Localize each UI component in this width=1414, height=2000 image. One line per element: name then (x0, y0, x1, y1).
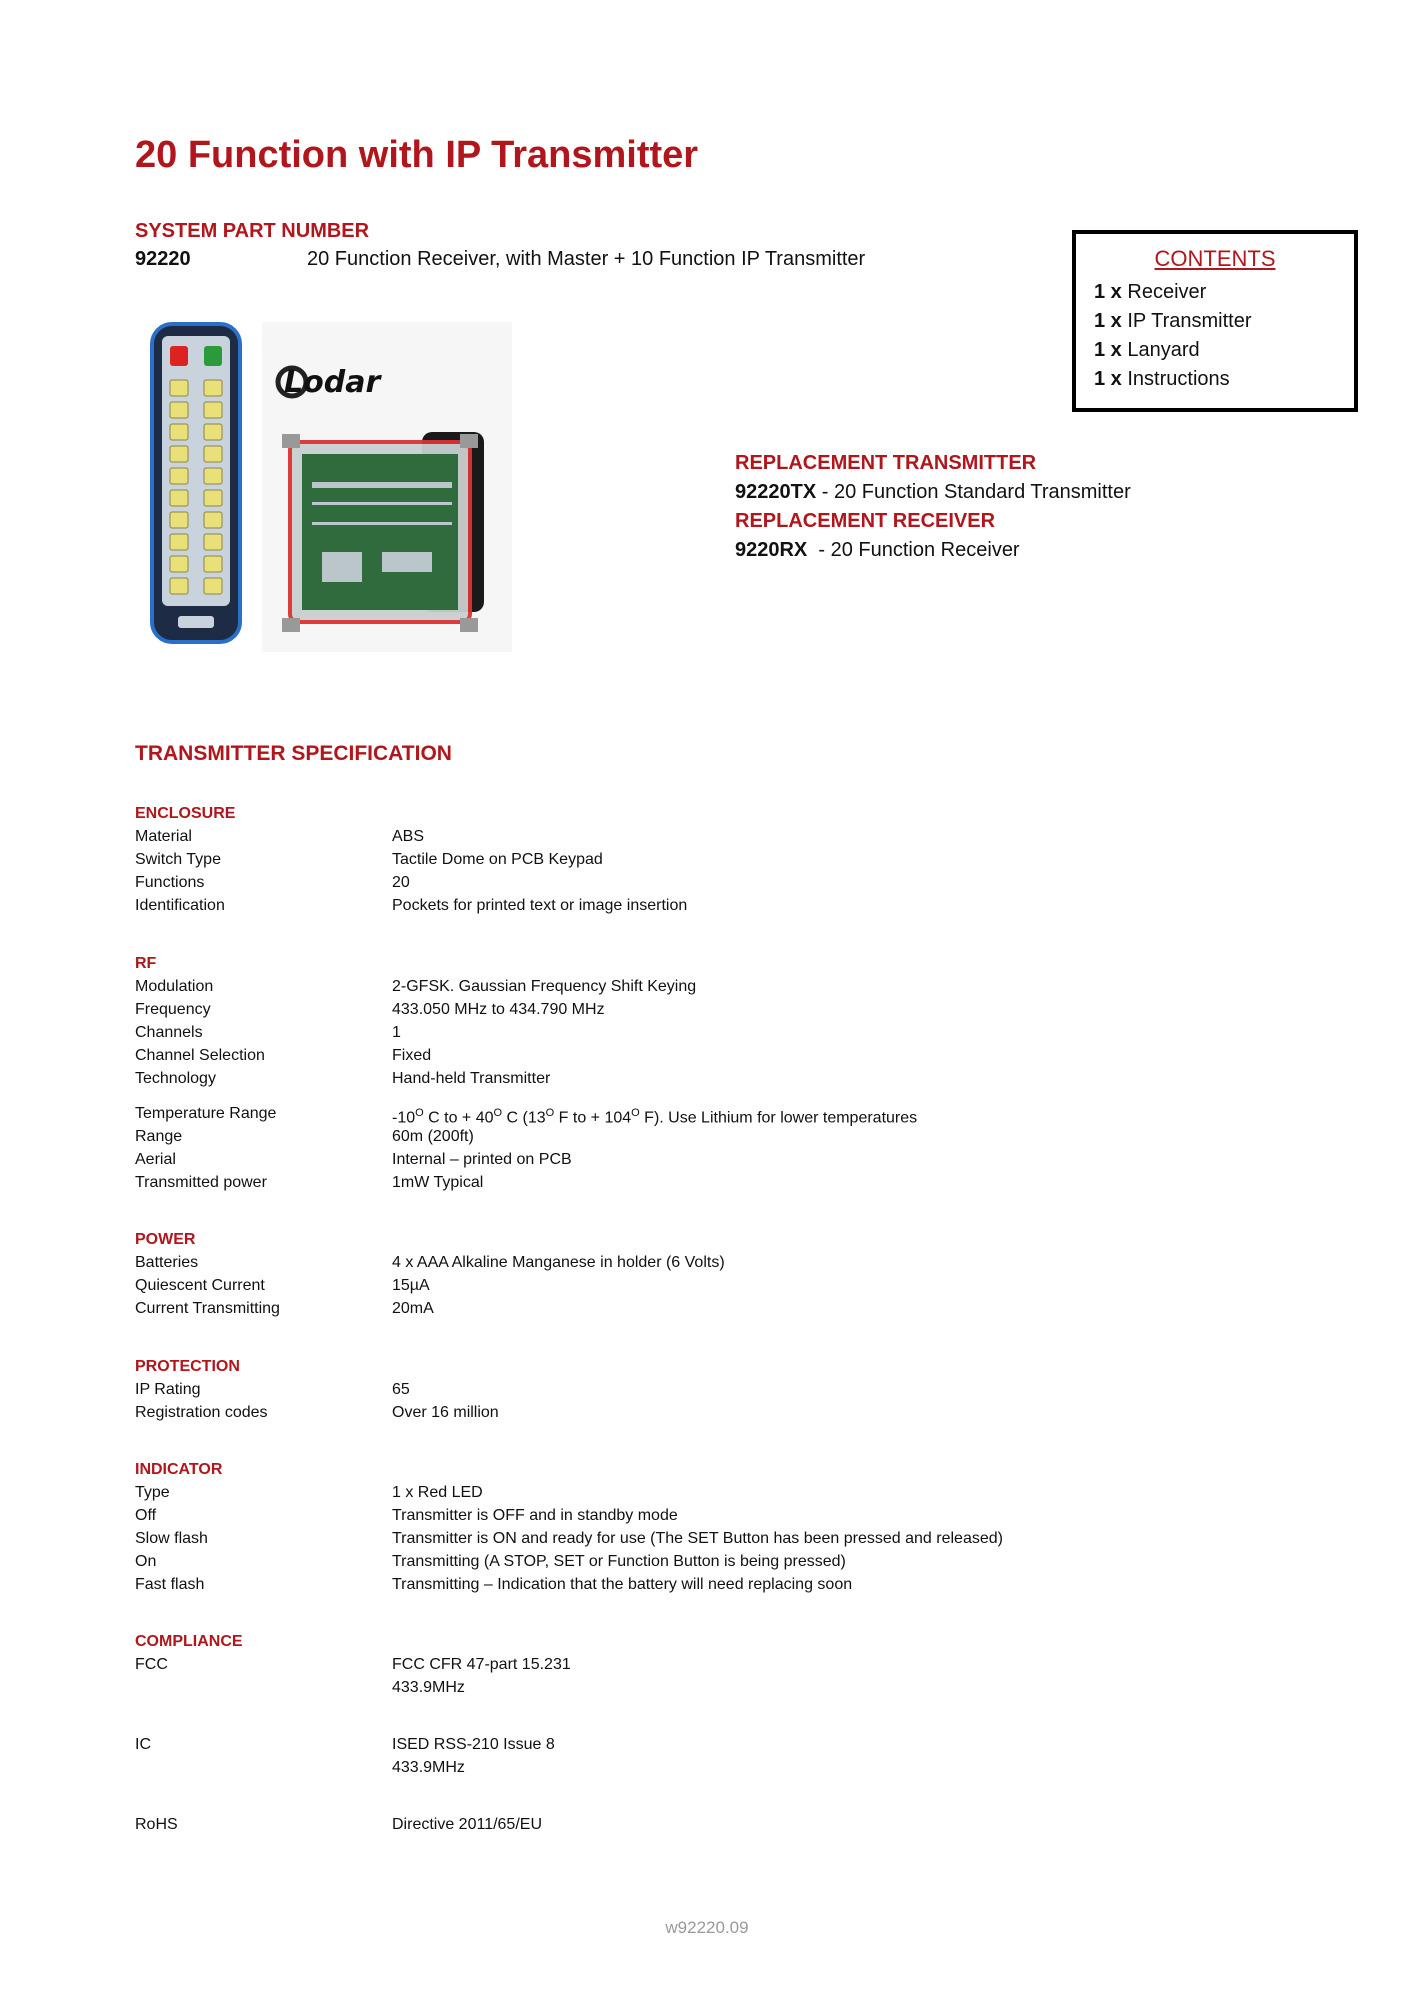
rf-section (135, 952, 1135, 1194)
system-part-number: 92220 (135, 248, 191, 270)
protection-section (135, 1355, 1135, 1424)
spec-row-ic: IC ISED RSS-210 Issue 8 433.9MHz (135, 1736, 555, 1776)
spec-row: Technology Hand-held Transmitter (135, 1070, 551, 1087)
contents-title: CONTENTS (1154, 246, 1276, 271)
spec-row: Channel Selection Fixed (135, 1047, 432, 1064)
system-part-description: 20 Function Receiver, with Master + 10 Function IP Transmitter (307, 248, 866, 270)
spec-row: Material ABS (135, 828, 425, 845)
spec-heading: TRANSMITTER SPECIFICATION (135, 742, 452, 765)
contents-item: 1 x Lanyard (1094, 339, 1200, 361)
spec-row: Quiescent Current 15µA (135, 1277, 430, 1294)
section-heading: POWER (135, 1231, 196, 1248)
spec-row-rohs: RoHS Directive 2011/65/EU (135, 1816, 542, 1833)
spec-row: Functions 20 (135, 874, 410, 891)
page-title: 20 Function with IP Transmitter (135, 134, 699, 176)
transmitter-image (150, 322, 242, 644)
replacement-transmitter-heading: REPLACEMENT TRANSMITTER (735, 452, 1037, 474)
spec-row: Range 60m (200ft) (135, 1128, 474, 1145)
spec-row-temperature: Temperature Range $-10^O$ C to + $40^O$ C ($13^O$ F to + $104^O$ F). Use Lithium for lower temperatures (135, 1105, 918, 1127)
spec-row: Off Transmitter is OFF and in standby mode (135, 1507, 678, 1524)
system-part-heading: SYSTEM PART NUMBER (135, 220, 370, 242)
spec-row: Channels 1 (135, 1024, 401, 1041)
section-heading: COMPLIANCE (135, 1633, 243, 1650)
replacement-receiver-heading: REPLACEMENT RECEIVER (735, 510, 996, 532)
spec-row: Aerial Internal – printed on PCB (135, 1151, 572, 1168)
spec-row: IP Rating 65 (135, 1381, 410, 1398)
spec-row: Fast flash Transmitting – Indication that the battery will need replacing soon (135, 1576, 853, 1593)
spec-row: Modulation 2-GFSK. Gaussian Frequency Shift Keying (135, 978, 697, 995)
spec-row: Batteries 4 x AAA Alkaline Manganese in holder (6 Volts) (135, 1254, 725, 1271)
spec-row: Frequency 433.050 MHz to 434.790 MHz (135, 1001, 605, 1018)
contents-box (1072, 230, 1358, 412)
contents-item: 1 x Receiver (1094, 281, 1207, 303)
spec-row: Type 1 x Red LED (135, 1484, 483, 1501)
spec-row: Registration codes Over 16 million (135, 1404, 499, 1421)
contents-item: 1 x IP Transmitter (1094, 310, 1252, 332)
spec-row: Slow flash Transmitter is ON and ready for use (The SET Button has been pressed and released) (135, 1530, 1003, 1547)
spec-row: Current Transmitting 20mA (135, 1300, 434, 1317)
power-section (135, 1228, 1135, 1320)
spec-row: Switch Type Tactile Dome on PCB Keypad (135, 851, 603, 868)
contents-item: 1 x Instructions (1094, 368, 1230, 390)
enclosure-section (135, 802, 1135, 917)
compliance-section (135, 1630, 1135, 1836)
section-heading: RF (135, 955, 157, 972)
replacement-receiver-line: 9220RX - 20 Function Receiver (735, 539, 1020, 561)
indicator-section (135, 1458, 1135, 1596)
spec-row-fcc: FCC FCC CFR 47-part 15.231 433.9MHz (135, 1656, 571, 1696)
receiver-image (262, 322, 512, 652)
footer-doc-code: w92220.09 (665, 1918, 749, 1937)
section-heading: INDICATOR (135, 1461, 223, 1478)
replacement-transmitter-line: 92220TX - 20 Function Standard Transmitter (735, 481, 1131, 503)
section-heading: ENCLOSURE (135, 805, 236, 822)
lodar-logo: Lodar (284, 365, 381, 400)
spec-row: Transmitted power 1mW Typical (135, 1174, 484, 1191)
section-heading: PROTECTION (135, 1358, 240, 1375)
spec-row: On Transmitting (A STOP, SET or Function Button is being pressed) (135, 1553, 846, 1570)
contents-list (1094, 278, 1252, 394)
spec-row: Identification Pockets for printed text or image insertion (135, 897, 688, 914)
